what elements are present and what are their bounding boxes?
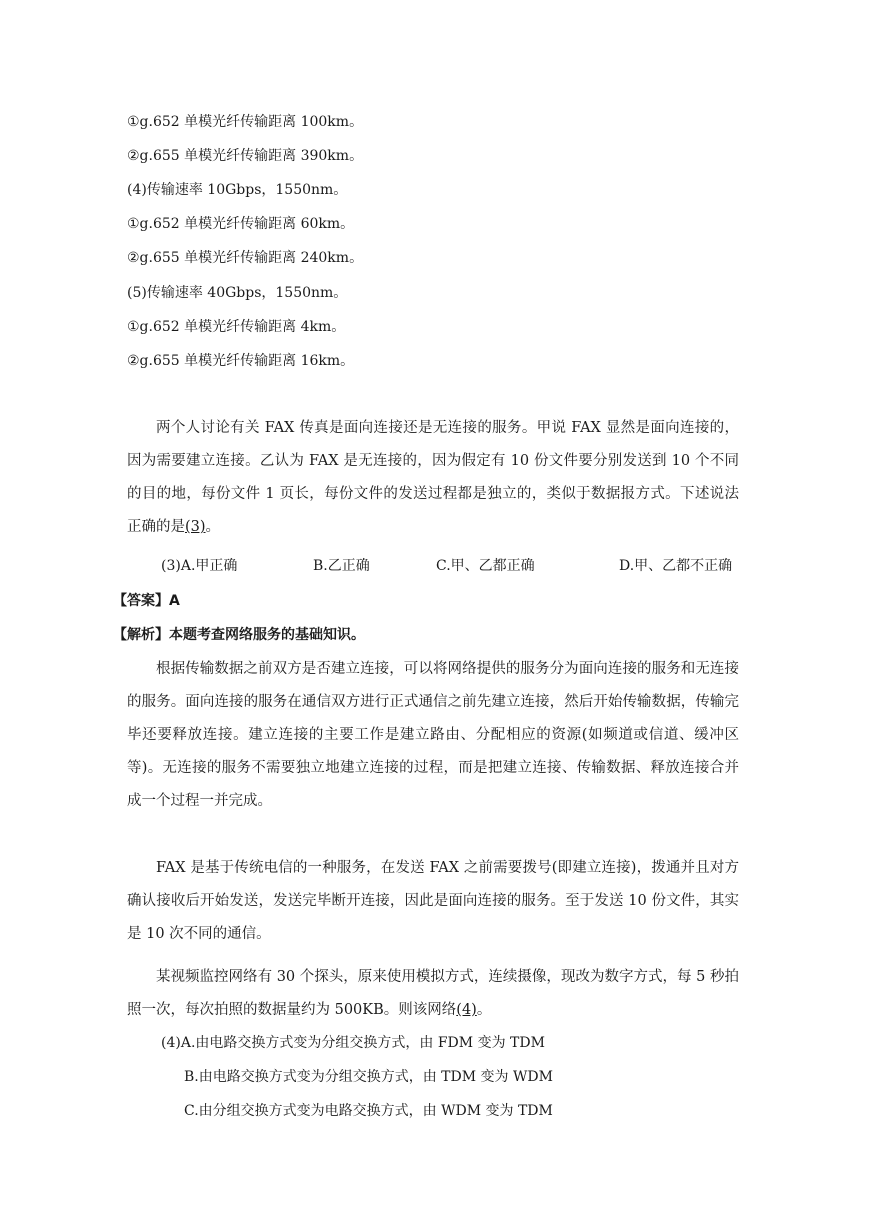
analysis-line xyxy=(113,625,365,645)
list-item: (4)传输速率 10Gbps，1550nm。 xyxy=(127,182,348,198)
question-3-text: 两个人讨论有关 FAX 传真是面向连接还是无连接的服务。甲说 FAX 显然是面向连接的，因为需要建立连接。乙认为 FAX 是无连接的，因为假定有 10 份文件要分别发送到 10 个不同的目的地，每份文件 1 页长，每份文件的发送过程都是独立的，类似于数据报方式。下述说法正确的是 xyxy=(127,420,739,535)
question-4-text: 某视频监控网络有 30 个探头，原来使用模拟方式，连续摄像，现改为数字方式，每 5 秒拍照一次，每次拍照的数据量约为 500KB。则该网络 xyxy=(127,969,739,1018)
list-item: ②g.655 单模光纤传输距离 16km。 xyxy=(127,353,355,369)
analysis-title: 本题考查网络服务的基础知识。 xyxy=(169,627,365,643)
list-item: ①g.652 单模光纤传输距离 100km。 xyxy=(127,114,364,130)
question-3-blank: (3) xyxy=(185,519,206,535)
list-item: ②g.655 单模光纤传输距离 240km。 xyxy=(127,250,364,266)
question-4-stem xyxy=(127,961,739,1027)
question-4-end: 。 xyxy=(476,1002,492,1018)
question-3-option-c: C.甲、乙都正确 xyxy=(436,558,535,574)
list-item: ②g.655 单模光纤传输距离 390km。 xyxy=(127,148,364,164)
question-3-option-d: D.甲、乙都不正确 xyxy=(619,558,733,574)
question-3-end: 。 xyxy=(205,519,221,535)
question-4-blank: (4) xyxy=(456,1002,477,1018)
question-3-option-a: (3)A.甲正确 xyxy=(161,558,238,574)
analysis-label: 【解析】 xyxy=(113,627,169,643)
list-item: ①g.652 单模光纤传输距离 4km。 xyxy=(127,319,346,335)
question-4-option-a: (4)A.由电路交换方式变为分组交换方式，由 FDM 变为 TDM xyxy=(161,1035,545,1051)
analysis-paragraph-1: 根据传输数据之前双方是否建立连接，可以将网络提供的服务分为面向连接的服务和无连接的服务。面向连接的服务在通信双方进行正式通信之前先建立连接，然后开始传输数据，传输完毕还要释放连接。建立连接的主要工作是建立路由、分配相应的资源(如频道或信道、缓冲区等)。无连接的服务不需要独立地建立连接的过程，而是把建立连接、传输数据、释放连接合并成一个过程一并完成。 xyxy=(127,661,739,809)
answer-line xyxy=(113,591,180,611)
analysis-paragraph-2: FAX 是基于传统电信的一种服务，在发送 FAX 之前需要拨号(即建立连接)，拨通并且对方确认接收后开始发送，发送完毕断开连接，因此是面向连接的服务。至于发送 10 份文件，其实是 10 次不同的通信。 xyxy=(127,860,739,942)
question-3-option-b: B.乙正确 xyxy=(313,558,370,574)
answer-value: A xyxy=(169,593,180,609)
question-3-stem xyxy=(127,412,739,544)
answer-label: 【答案】 xyxy=(113,593,169,609)
list-item: (5)传输速率 40Gbps，1550nm。 xyxy=(127,285,348,301)
question-4-option-b: B.由电路交换方式变为分组交换方式，由 TDM 变为 WDM xyxy=(184,1069,553,1085)
question-4-option-c: C.由分组交换方式变为电路交换方式，由 WDM 变为 TDM xyxy=(184,1103,553,1119)
list-item: ①g.652 单模光纤传输距离 60km。 xyxy=(127,216,355,232)
